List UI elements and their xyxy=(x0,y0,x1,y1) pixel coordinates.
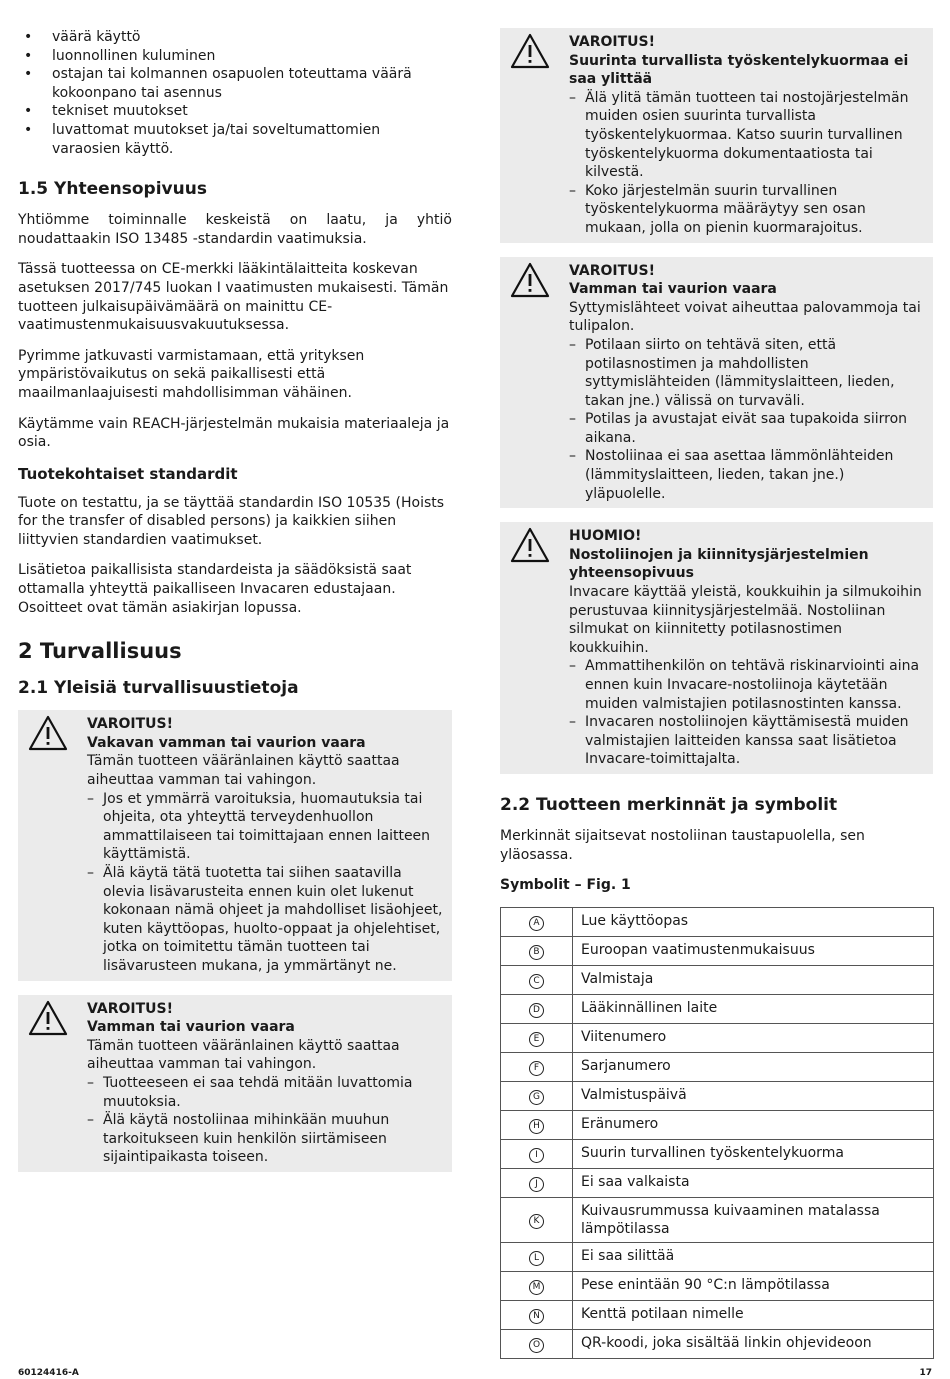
caution-item-text: Invacaren nostoliinojen käyttämisestä muiden valmistajien laitteiden kanssa saat lisätietoa Invacare-toimittajalta. xyxy=(585,714,909,768)
symbol-letter: O xyxy=(529,1338,544,1353)
paragraph: Käytämme vain REACH-järjestelmän mukaisia materiaaleja ja osia. xyxy=(18,415,450,451)
document-number: 60124416-A xyxy=(18,1368,79,1378)
warning-label: VAROITUS! xyxy=(87,716,173,733)
symbol-letter-cell xyxy=(501,1242,573,1271)
table-row xyxy=(501,1197,934,1242)
table-row xyxy=(501,1023,934,1052)
paragraph: Yhtiömme toiminnalle keskeistä on laatu, ja yhtiö noudattaakin ISO 13485 -standardin vaatimuksia. xyxy=(18,212,452,247)
table-row xyxy=(501,994,934,1023)
symbol-letter-cell xyxy=(501,1271,573,1300)
warning-box xyxy=(18,710,452,980)
symbol-letter: G xyxy=(529,1090,544,1105)
symbol-letter: K xyxy=(529,1214,544,1229)
symbol-description: Eränumero xyxy=(573,1110,934,1139)
list-item: • ostajan tai kolmannen osapuolen toteuttama väärä kokoonpano tai asennus xyxy=(18,65,452,102)
symbol-letter-cell xyxy=(501,1300,573,1329)
warning-text: Syttymislähteet voivat aiheuttaa palovammoja tai tulipalon. xyxy=(569,299,921,335)
paragraph: Tuote on testattu, ja se täyttää standardin ISO 10535 (Hoists for the transfer of disabled persons) ja kaikkien siihen liittyvien standardien vaatimukset. xyxy=(18,494,445,548)
symbol-letter-cell xyxy=(501,1197,573,1242)
table-row xyxy=(501,1168,934,1197)
caution-item-text: Ammattihenkilön on tehtävä riskinarviointi aina ennen kuin Invacare-nostoliinoja käytetään muiden valmistajien potilasnostinten kanssa. xyxy=(585,658,920,712)
paragraph: Pyrimme jatkuvasti varmistamaan, että yrityksen ympäristövaikutus on sekä paikallisesti että maailmanlaajuisesti mahdollisimman vähäinen. xyxy=(18,347,365,401)
symbols-table xyxy=(500,907,934,1359)
paragraph: Lisätietoa paikallisista standardeista ja säädöksistä saat ottamalla yhteyttä paikalliseen Invacaren edustajaan. Osoitteet ovat tämän asiakirjan lopussa. xyxy=(18,562,412,616)
caution-title: Nostoliinojen ja kiinnitysjärjestelmien yhteensopivuus xyxy=(569,546,869,582)
symbol-letter: B xyxy=(529,945,544,960)
list-item: • väärä käyttö xyxy=(18,28,452,47)
warning-item: – Tuotteeseen ei saa tehdä mitään luvattomia muutoksia. xyxy=(87,1074,413,1110)
left-column xyxy=(18,28,452,1186)
symbol-letter: M xyxy=(529,1280,544,1295)
symbol-letter-cell xyxy=(501,1110,573,1139)
warning-triangle-icon xyxy=(28,715,68,751)
warning-item: – Potilas ja avustajat eivät saa tupakoida siirron aikana. xyxy=(569,411,908,446)
caution-text: Invacare käyttää yleistä, koukkuihin ja silmukoihin perustuvaa kiinnitysjärjestelmää. Nostoliinan silmukat on kiinnitetty potilasnostimen koukkuihin. xyxy=(569,584,922,656)
caution-box xyxy=(500,522,933,774)
warning-label: VAROITUS! xyxy=(569,34,655,50)
warning-box xyxy=(500,257,933,509)
list-item: • luonnollinen kuluminen xyxy=(18,47,452,66)
liability-exclusions-list xyxy=(18,28,452,158)
symbol-letter-cell xyxy=(501,1052,573,1081)
warning-title: Vakavan vamman tai vaurion vaara xyxy=(87,734,366,751)
chapter-heading-2: 2 Turvallisuus xyxy=(18,639,182,664)
warning-item-text: Jos et ymmärrä varoituksia, huomautuksia tai ohjeita, ota yhteyttä terveydenhuollon ammattilaiseen tai toimittajaan ennen laitteen käyttämistä. xyxy=(103,790,431,863)
table-row xyxy=(501,1300,934,1329)
symbol-letter: I xyxy=(529,1148,544,1163)
symbol-letter: L xyxy=(529,1251,544,1266)
table-row xyxy=(501,965,934,994)
symbol-letter-cell xyxy=(501,1168,573,1197)
warning-item: – Älä käytä tätä tuotetta tai siihen saatavilla olevia lisävarusteita ennen kuin olet lukenut kokonaan nämä ohjeet ja mahdolliset lisäohjeet, kuten käyttöopas, huolto-oppaat ja ohjelehtiset, jotka on toimitettu tämän tuotteen tai lisävarusteen mukana, ja ymmärtänyt ne. xyxy=(87,865,443,974)
warning-item-text: Potilas ja avustajat eivät saa tupakoida siirron aikana. xyxy=(585,411,908,446)
symbol-description: Pese enintään 90 °C:n lämpötilassa xyxy=(573,1271,934,1300)
page-number: 17 xyxy=(919,1368,932,1378)
subheading-standards: Tuotekohtaiset standardit xyxy=(18,464,238,483)
table-row xyxy=(501,1271,934,1300)
warning-item-text: Potilaan siirto on tehtävä siten, että potilasnostimen ja mahdollisten syttymislähteiden (lämmityslaitteen, lieden, takan jne.) välissä on turvaväli. xyxy=(585,336,895,409)
warning-label: VAROITUS! xyxy=(569,262,655,279)
warning-item: – Koko järjestelmän suurin turvallinen työskentelykuorma määräytyy sen osan mukaan, jolla on pienin kuormarajoitus. xyxy=(569,182,866,236)
symbol-description: Kenttä potilaan nimelle xyxy=(573,1300,934,1329)
warning-item-text: Nostoliinaa ei saa asettaa lämmönlähteiden (lämmityslaitteen, lieden, takan jne.) yläpuolelle. xyxy=(585,448,894,502)
list-item: • tekniset muutokset xyxy=(18,102,452,121)
section-heading-2-2: 2.2 Tuotteen merkinnät ja symbolit xyxy=(500,794,838,815)
warning-title: Suurinta turvallista työskentelykuormaa ei saa ylittää xyxy=(569,52,909,88)
symbol-letter: A xyxy=(529,916,544,931)
symbol-letter: D xyxy=(529,1003,544,1018)
symbol-description: Kuivausrummussa kuivaaminen matalassa lämpötilassa xyxy=(573,1197,934,1242)
symbol-letter: N xyxy=(529,1309,544,1324)
right-column xyxy=(500,28,933,1359)
symbol-letter: J xyxy=(529,1177,544,1192)
caution-item: – Invacaren nostoliinojen käyttämisestä muiden valmistajien laitteiden kanssa saat lisätietoa Invacare-toimittajalta. xyxy=(569,714,909,768)
symbol-description: Ei saa silittää xyxy=(573,1242,934,1271)
warning-title: Vamman tai vaurion vaara xyxy=(569,281,777,298)
table-row xyxy=(501,1110,934,1139)
section-heading-2-1: 2.1 Yleisiä turvallisuustietoja xyxy=(18,678,299,699)
caution-item: – Ammattihenkilön on tehtävä riskinarviointi aina ennen kuin Invacare-nostoliinoja käytetään muiden valmistajien potilasnostinten kanssa. xyxy=(569,658,920,712)
warning-text: Tämän tuotteen vääränlainen käyttö saattaa aiheuttaa vamman tai vahingon. xyxy=(87,1037,400,1073)
warning-item: – Nostoliinaa ei saa asettaa lämmönlähteiden (lämmityslaitteen, lieden, takan jne.) yläpuolelle. xyxy=(569,448,894,502)
symbol-letter: H xyxy=(529,1119,544,1134)
warning-triangle-icon xyxy=(510,527,550,563)
paragraph: Tässä tuotteessa on CE-merkki lääkintälaitteita koskevan asetuksen 2017/745 luokan I vaatimusten mukaisesti. Tämän tuotteen julkaisupäivämäärä on mainittu CE-vaatimustenmukaisuusvakuutuksessa. xyxy=(18,261,449,334)
section-heading-1-5: 1.5 Yhteensopivuus xyxy=(18,179,207,200)
warning-triangle-icon xyxy=(28,1000,68,1036)
symbol-letter: E xyxy=(529,1032,544,1047)
warning-item-text: Älä ylitä tämän tuotteen tai nostojärjestelmän muiden osien suurinta turvallista työskentelykuormaa. Katso suurin turvallinen työskentelykuorma dokumentaatiosta tai kilvestä. xyxy=(585,89,909,181)
warning-box xyxy=(18,995,452,1172)
table-row xyxy=(501,1081,934,1110)
warning-item-text: Älä käytä nostoliinaa mihinkään muuhun tarkoitukseen kuin henkilön siirtämiseen sijaintipaikasta toiseen. xyxy=(103,1112,390,1166)
table-row xyxy=(501,1139,934,1168)
symbol-letter-cell xyxy=(501,1139,573,1168)
paragraph: Merkinnät sijaitsevat nostoliinan taustapuolella, sen yläosassa. xyxy=(500,827,865,863)
symbol-description: Sarjanumero xyxy=(573,1052,934,1081)
symbol-letter-cell xyxy=(501,965,573,994)
table-row xyxy=(501,1242,934,1271)
symbol-letter-cell xyxy=(501,936,573,965)
symbol-description: QR-koodi, joka sisältää linkin ohjevideoon xyxy=(573,1329,934,1358)
warning-triangle-icon xyxy=(510,33,550,69)
list-item: • luvattomat muutokset ja/tai soveltumattomien varaosien käyttö. xyxy=(18,121,452,158)
warning-label: VAROITUS! xyxy=(87,1000,173,1017)
symbol-letter-cell xyxy=(501,994,573,1023)
warning-item: – Potilaan siirto on tehtävä siten, että potilasnostimen ja mahdollisten syttymislähteiden (lämmityslaitteen, lieden, takan jne.) välissä on turvaväli. xyxy=(569,336,895,409)
table-row xyxy=(501,1052,934,1081)
symbol-description: Euroopan vaatimustenmukaisuus xyxy=(573,936,934,965)
symbol-letter-cell xyxy=(501,907,573,936)
symbol-letter: F xyxy=(529,1061,544,1076)
symbol-description: Lue käyttöopas xyxy=(573,907,934,936)
symbol-description: Valmistaja xyxy=(573,965,934,994)
symbols-caption: Symbolit – Fig. 1 xyxy=(500,877,631,894)
warning-item: – Älä ylitä tämän tuotteen tai nostojärjestelmän muiden osien suurinta turvallista työskentelykuormaa. Katso suurin turvallinen työskentelykuorma dokumentaatiosta tai kilvestä. xyxy=(569,89,909,181)
warning-item-text: Tuotteeseen ei saa tehdä mitään luvattomia muutoksia. xyxy=(103,1074,413,1110)
symbol-description: Lääkinnällinen laite xyxy=(573,994,934,1023)
symbol-description: Valmistuspäivä xyxy=(573,1081,934,1110)
warning-item-text: Koko järjestelmän suurin turvallinen työskentelykuorma määräytyy sen osan mukaan, jolla on pienin kuormarajoitus. xyxy=(585,182,866,236)
symbol-letter-cell xyxy=(501,1329,573,1358)
symbol-description: Suurin turvallinen työskentelykuorma xyxy=(573,1139,934,1168)
warning-item: – Jos et ymmärrä varoituksia, huomautuksia tai ohjeita, ota yhteyttä terveydenhuollon ammattilaiseen tai toimittajaan ennen laitteen käyttämistä. xyxy=(87,790,431,863)
table-row xyxy=(501,1329,934,1358)
symbol-description: Ei saa valkaista xyxy=(573,1168,934,1197)
warning-title: Vamman tai vaurion vaara xyxy=(87,1019,295,1036)
warning-box xyxy=(500,28,933,243)
warning-triangle-icon xyxy=(510,262,550,298)
warning-item: – Älä käytä nostoliinaa mihinkään muuhun tarkoitukseen kuin henkilön siirtämiseen sijaintipaikasta toiseen. xyxy=(87,1112,390,1166)
table-row xyxy=(501,936,934,965)
caution-label: HUOMIO! xyxy=(569,528,642,545)
table-row xyxy=(501,907,934,936)
symbol-description: Viitenumero xyxy=(573,1023,934,1052)
warning-text: Tämän tuotteen vääränlainen käyttö saattaa aiheuttaa vamman tai vahingon. xyxy=(87,753,400,789)
symbol-letter: C xyxy=(529,974,544,989)
symbol-letter-cell xyxy=(501,1023,573,1052)
warning-item-text: Älä käytä tätä tuotetta tai siihen saatavilla olevia lisävarusteita ennen kuin olet lukenut kokonaan nämä ohjeet ja mahdolliset lisäohjeet, kuten käyttöopas, huolto-oppaat ja ohjelehtiset, jotka on toimitettu tämän tuotteen tai lisävarusteen mukana, ja ymmärtänyt ne. xyxy=(103,865,443,974)
symbol-letter-cell xyxy=(501,1081,573,1110)
